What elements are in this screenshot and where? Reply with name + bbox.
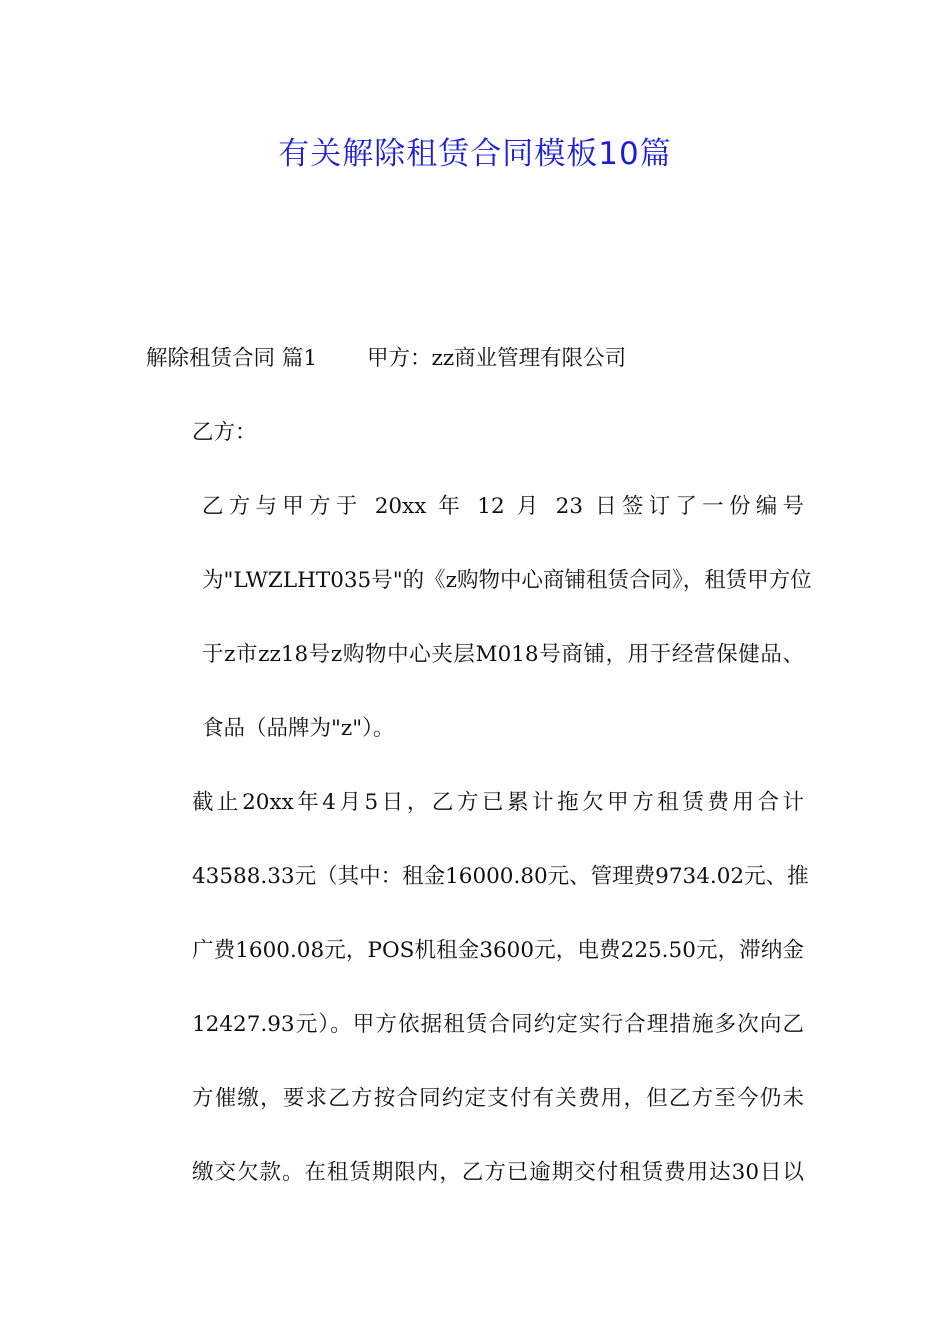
paragraph-line: 乙方与甲方于 20xx 年 12 月 23 日签订了一份编号	[202, 494, 804, 519]
paragraph-contract-info	[146, 470, 812, 766]
paragraph-line: 于z市zz18号z购物中心夹层M018号商铺，用于经营保健品、	[202, 642, 804, 667]
paragraph-line: 方催缴，要求乙方按合同约定支付有关费用，但乙方至今仍未	[192, 1086, 804, 1111]
paragraph-line: 43588.33元（其中：租金16000.80元、管理费9734.02元、推	[192, 864, 809, 889]
party-a: 甲方：zz商业管理有限公司	[367, 346, 627, 371]
document-title: 有关解除租赁合同模板10篇	[278, 136, 672, 172]
paragraph-arrears	[146, 766, 809, 1210]
party-b: 乙方：	[192, 420, 257, 445]
paragraph-line: 食品（品牌为"z"）。	[202, 716, 395, 741]
paragraph-line: 截止20xx年4月5日，乙方已累计拖欠甲方租赁费用合计	[192, 790, 804, 815]
section-label: 解除租赁合同 篇1	[146, 346, 318, 371]
paragraph-line: 广费1600.08元，POS机租金3600元，电费225.50元，滞纳金	[192, 938, 804, 963]
paragraph-line: 为"LWZLHT035号"的《z购物中心商铺租赁合同》，租赁甲方位	[202, 568, 812, 593]
paragraph-line: 12427.93元）。甲方依据租赁合同约定实行合理措施多次向乙	[192, 1012, 804, 1037]
section-header	[146, 322, 804, 396]
paragraph-line: 缴交欠款。在租赁期限内，乙方已逾期交付租赁费用达30日以	[192, 1160, 804, 1185]
